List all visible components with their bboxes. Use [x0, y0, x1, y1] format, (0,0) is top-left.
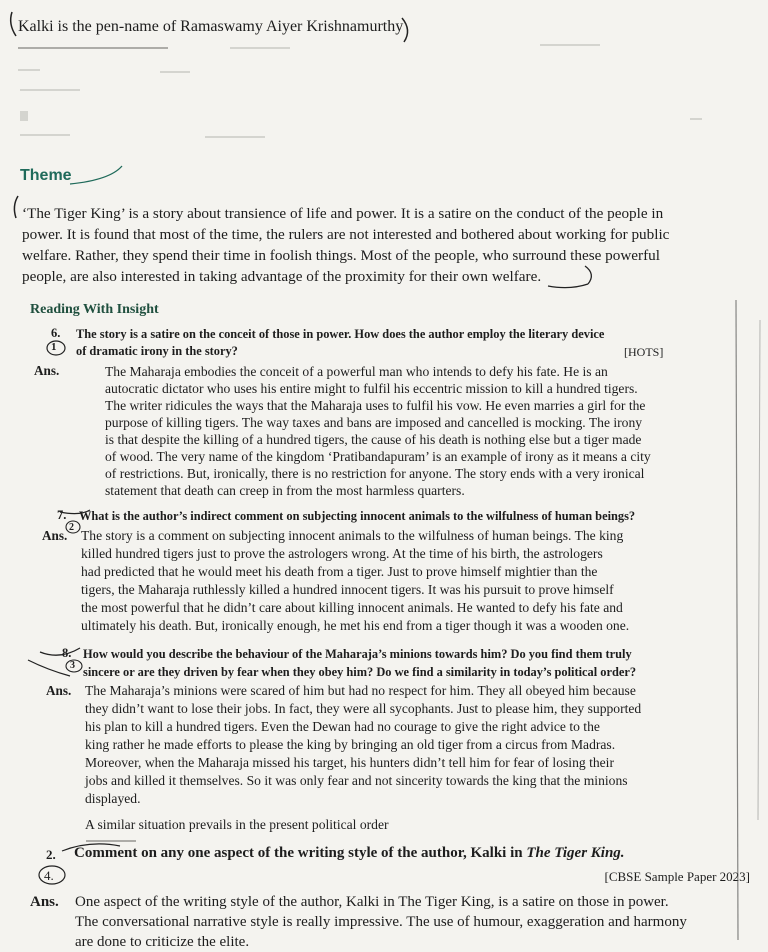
- answer-line: The Maharaja embodies the conceit of a powerful man who intends to defy his fate. He is an: [105, 364, 608, 379]
- question-body: Comment on any one aspect of the writing style of the author, Kalki in: [74, 845, 527, 861]
- circled-number: 1: [51, 341, 57, 353]
- answer-line: had predicted that he would meet his death from a tiger. Just to prove himself mightier than the: [81, 564, 598, 579]
- theme-line: power. It is found that most of the time, the rulers are not interested and bothered about working for public: [22, 226, 670, 243]
- intro-text: Kalki is the pen-name of Ramaswamy Aiyer Krishnamurthy: [18, 18, 404, 35]
- answer-line: tigers, the Maharaja ruthlessly killed a hundred innocent tigers. It was his pursuit to prove himself: [81, 582, 614, 597]
- circled-number: 3: [70, 660, 75, 671]
- erased-line: [230, 47, 290, 49]
- theme-line: welfare. Rather, they spend their time in foolish things. Most of the people, who surround these powerful: [22, 247, 660, 264]
- erased-line: [18, 47, 168, 49]
- question-text: How would you describe the behaviour of the Maharaja’s minions towards him? Do you find them truly: [83, 647, 632, 661]
- erased-line: [540, 44, 600, 46]
- answer-label: Ans.: [34, 363, 60, 378]
- erased-line: [20, 111, 28, 121]
- circled-number: 4.: [44, 868, 54, 883]
- answer-line: The writer ridicules the ways that the Maharaja uses to fulfil his vow. He even marries a girl for the: [105, 398, 646, 413]
- theme-line: people, are also interested in taking advantage of the proximity for their own welfare.: [22, 268, 542, 285]
- bracket-mark: [11, 12, 16, 36]
- erased-line: [690, 118, 702, 120]
- answer-line: autocratic dictator who uses his entire might to fulfil his eccentric mission to kill a hundred tigers.: [105, 381, 638, 396]
- bracket-mark: [28, 660, 70, 676]
- answer-line: The story is a comment on subjecting innocent animals to the wilfulness of human beings. The king: [81, 528, 624, 543]
- answer-line: king rather he made efforts to please the king by bringing an old tiger from a circus from Madras.: [85, 737, 616, 752]
- erased-line: [18, 69, 40, 71]
- erased-line: [86, 840, 136, 842]
- bracket-mark: [40, 648, 80, 655]
- answer-line: statement that death can creep in from the most harmless quarters.: [105, 483, 465, 498]
- answer-line: of restrictions. But, ironically, there is no restriction for anyone. The story ends with a very ironical: [105, 466, 645, 481]
- answer-line: One aspect of the writing style of the author, Kalki in The Tiger King, is a satire on those in power.: [75, 894, 669, 910]
- question-text: sincere or are they driven by fear when they obey him? Do we find a similarity in today’s political order?: [83, 665, 637, 679]
- bracket-mark: [548, 266, 591, 288]
- answer-line: The conversational narrative style is really impressive. The use of humour, exaggeration and harmony: [75, 914, 687, 930]
- bracket-mark: [14, 196, 18, 218]
- erased-line: [20, 134, 70, 136]
- question-number: 8.: [62, 646, 72, 660]
- answer-label: Ans.: [42, 528, 68, 543]
- answer-continuation: A similar situation prevails in the present political order: [85, 817, 389, 832]
- circled-number: 2: [69, 522, 74, 533]
- answer-line: are done to criticize the elite.: [75, 934, 250, 950]
- erased-line: [20, 89, 80, 91]
- source-citation: [CBSE Sample Paper 2023]: [604, 869, 750, 884]
- answer-label: Ans.: [46, 683, 72, 698]
- answer-line: the most powerful that he didn’t care about killing innocent animals. He wanted to defy his fate and: [81, 600, 623, 615]
- question-text: of dramatic irony in the story?: [76, 344, 238, 358]
- answer-line: purpose of killing tigers. The way taxes and bans are imposed and cancelled is mocking. The irony: [105, 415, 643, 430]
- answer-line: they didn’t want to lose their jobs. In fact, they were all sycophants. Just to please him, they supported: [85, 701, 642, 716]
- answer-line: jobs and killed it themselves. So it was only fear and not sincerity towards the king that the minions: [85, 773, 628, 788]
- answer-line: killed hundred tigers just to prove the astrologers wrong. At the time of his birth, the astrologers: [81, 546, 603, 561]
- question-number: 2.: [46, 847, 56, 862]
- question-text: What is the author’s indirect comment on subjecting innocent animals to the wilfulness of human beings?: [79, 509, 636, 523]
- question-text: The story is a satire on the conceit of those in power. How does the author employ the literary device: [76, 327, 605, 341]
- theme-line: ‘The Tiger King’ is a story about transience of life and power. It is a satire on the conduct of the people in: [22, 205, 664, 222]
- book-title: The Tiger King.: [526, 845, 625, 861]
- question-number: 6.: [51, 326, 61, 340]
- margin-line: [758, 320, 760, 820]
- answer-label: Ans.: [30, 894, 59, 910]
- section-heading: Reading With Insight: [30, 302, 159, 317]
- answer-line: displayed.: [85, 791, 141, 806]
- underline-mark: [70, 166, 122, 184]
- margin-line: [736, 300, 738, 940]
- question-number: 7.: [57, 508, 67, 522]
- answer-line: of wood. The very name of the kingdom ‘Pratibandapuram’ is an example of irony as it means a city: [105, 449, 651, 464]
- erased-line: [160, 71, 190, 73]
- answer-line: is that despite the killing of a hundred tigers, the cause of his death is nothing else but a tiger made: [105, 432, 642, 447]
- question-text: [74, 845, 625, 862]
- answer-line: The Maharaja’s minions were scared of him but had no respect for him. They all obeyed him because: [85, 683, 636, 698]
- answer-line: ultimately his death. But, ironically enough, he met his end from a tiger though it was a wooden one.: [81, 618, 630, 633]
- erased-line: [205, 136, 265, 138]
- hots-tag: [HOTS]: [624, 345, 664, 359]
- answer-line: his plan to kill a hundred tigers. Even the Dewan had no courage to give the right advice to the: [85, 719, 600, 734]
- answer-line: Moreover, when the Maharaja missed his target, his hunters didn’t tell him for fear of losing their: [85, 755, 614, 770]
- theme-heading: Theme: [20, 167, 72, 184]
